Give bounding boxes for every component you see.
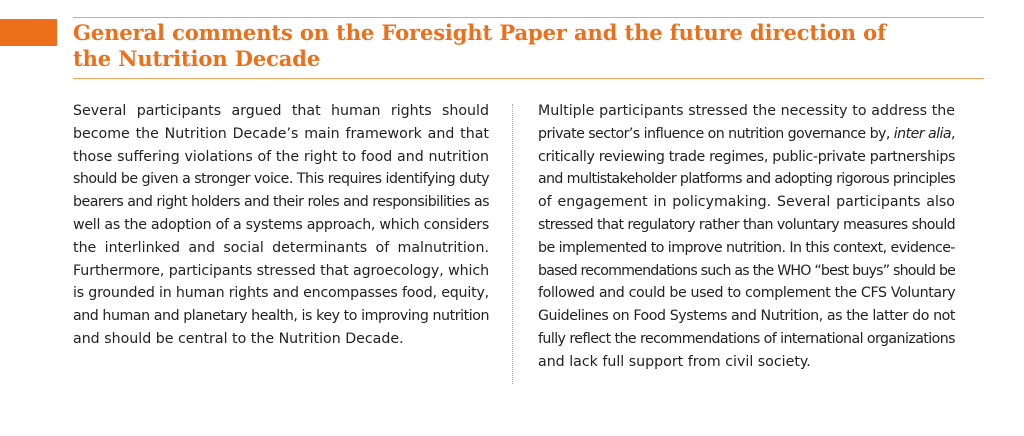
paragraph-line: is grounded in human rights and encompasses food, equity, xyxy=(73,285,489,302)
paragraph-line: followed and could be used to complement the CFS Voluntary xyxy=(538,285,956,302)
paragraph-line: based recommendations such as the WHO “best buys” should be xyxy=(538,262,956,279)
paragraph-line: should be given a stronger voice. This requires identifying duty xyxy=(73,171,489,188)
paragraph-line: those suffering violations of the right to food and nutrition xyxy=(73,148,489,165)
section-heading xyxy=(73,20,978,72)
paragraph-line: critically reviewing trade regimes, public-private partnerships xyxy=(538,148,956,165)
paragraph-line: fully reflect the recommendations of international organizations xyxy=(538,330,955,347)
paragraph-line: the interlinked and social determinants of malnutrition. xyxy=(73,239,489,256)
heading-bottom-rule xyxy=(73,78,984,79)
paragraph-line: and multistakeholder platforms and adopting rigorous principles xyxy=(538,171,956,188)
paragraph-text: private sector’s influence on nutrition governance by, xyxy=(538,125,894,142)
paragraph-line: bearers and right holders and their roles and responsibilities as xyxy=(73,194,489,211)
left-column-paragraph xyxy=(73,100,489,351)
paragraph-line: stressed that regulatory rather than voluntary measures should xyxy=(538,216,956,233)
paragraph-line: and lack full support from civil society. xyxy=(538,353,811,370)
latin-phrase: inter alia xyxy=(893,125,952,142)
paragraph-line xyxy=(538,123,955,146)
section-accent-block xyxy=(0,19,57,46)
paragraph-line: and human and planetary health, is key to improving nutrition xyxy=(73,308,489,325)
column-divider xyxy=(512,104,513,384)
paragraph-line: Guidelines on Food Systems and Nutrition, as the latter do not xyxy=(538,308,955,325)
section-heading-line: General comments on the Foresight Paper and the future direction of xyxy=(73,20,887,45)
paragraph-line: Multiple participants stressed the necessity to address the xyxy=(538,103,955,119)
paragraph-line: become the Nutrition Decade’s main framework and that xyxy=(73,125,489,142)
paragraph-line: well as the adoption of a systems approach, which considers xyxy=(73,216,489,233)
paragraph-line: Several participants argued that human rights should xyxy=(73,103,489,119)
paragraph-line: and should be central to the Nutrition Decade. xyxy=(73,330,404,347)
paragraph-line: be implemented to improve nutrition. In this context, evidence- xyxy=(538,239,955,256)
right-column-paragraph xyxy=(538,100,955,374)
paragraph-line: of engagement in policymaking. Several participants also xyxy=(538,194,955,211)
paragraph-text: , xyxy=(951,125,955,142)
heading-top-rule xyxy=(73,17,984,18)
section-heading-line: the Nutrition Decade xyxy=(73,46,321,71)
paragraph-line: Furthermore, participants stressed that agroecology, which xyxy=(73,262,489,279)
